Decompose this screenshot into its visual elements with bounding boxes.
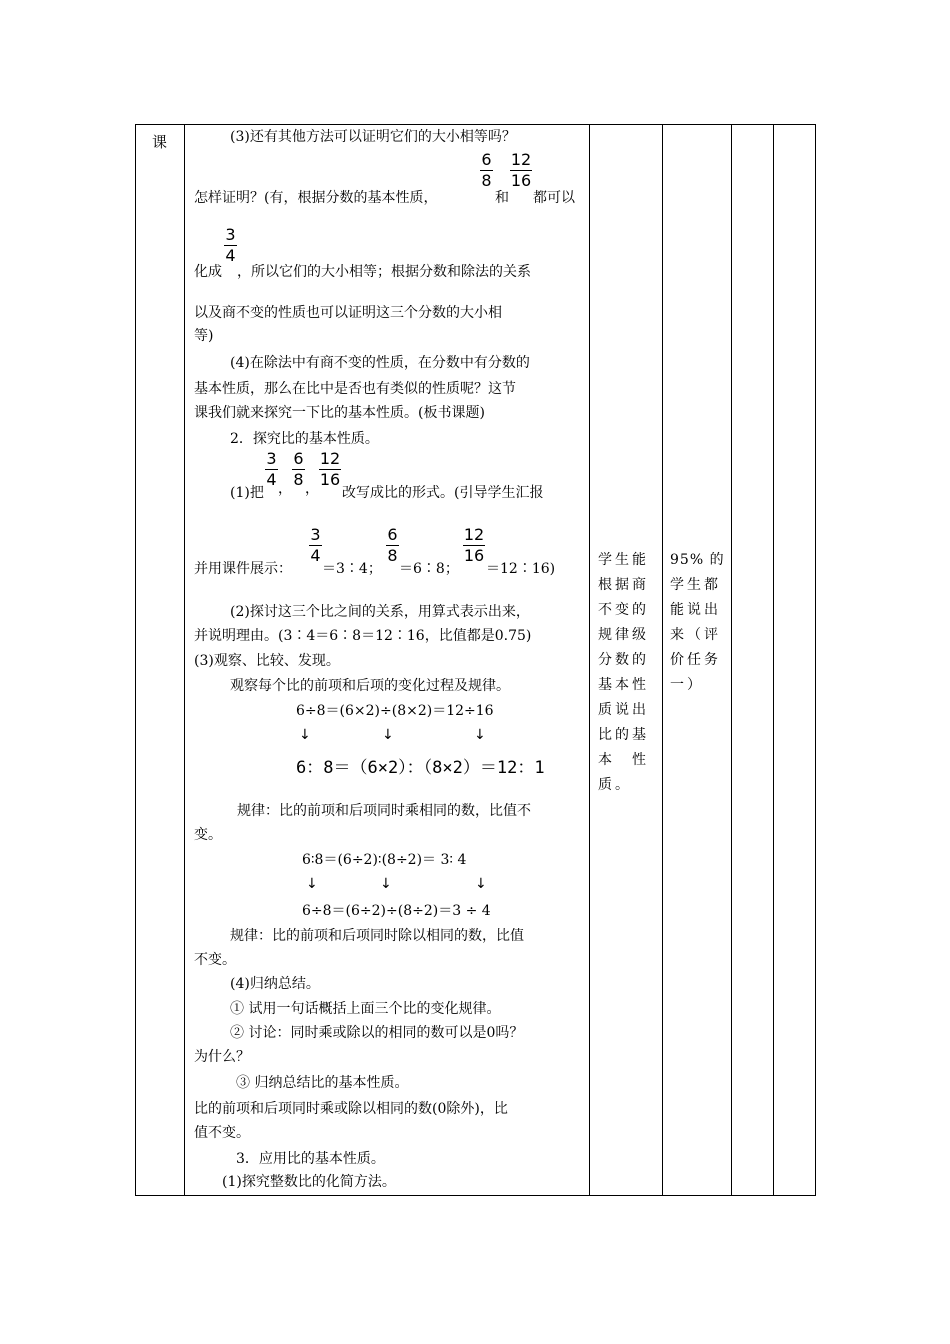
cell-line: 95% 的 xyxy=(670,552,725,568)
text-line: (1)探究整数比的化简方法。 xyxy=(222,1174,396,1190)
equation-line: 6÷8＝(6÷2)÷(8÷2)＝3 ÷ 4 xyxy=(302,903,491,919)
down-arrow-icon: ↓ xyxy=(474,727,486,743)
cell-line: 学生能 xyxy=(598,552,649,568)
equation-line: 6∶8＝(6÷2)∶(8÷2)＝ 3∶ 4 xyxy=(302,852,467,868)
table-border-6 xyxy=(773,124,774,1196)
fraction-12-16: 12 16 xyxy=(510,150,532,190)
text-line: 和 xyxy=(495,190,509,206)
fraction-6-8: 6 8 xyxy=(293,449,304,489)
table-border-2 xyxy=(184,124,185,1196)
text-line: 化成 xyxy=(194,264,222,280)
text-line: ＝3∶4； xyxy=(322,561,382,577)
text-line: ③ 归纳总结比的基本性质。 xyxy=(236,1075,409,1091)
text-line: ， xyxy=(305,481,319,497)
equation-line: 6÷8＝(6×2)÷(8×2)＝12÷16 xyxy=(296,703,494,719)
text-line: 都可以 xyxy=(533,190,575,206)
fraction-6-8: 6 8 xyxy=(481,150,492,190)
text-line: ， xyxy=(278,481,292,497)
text-line: 规律：比的前项和后项同时除以相同的数，比值 xyxy=(230,928,524,944)
text-line: 观察每个比的前项和后项的变化过程及规律。 xyxy=(230,678,510,694)
fraction-12-16: 12 16 xyxy=(463,525,485,565)
cell-line: 分数的 xyxy=(598,652,649,668)
text-line: 不变。 xyxy=(194,952,236,968)
fraction-3-4: 3 4 xyxy=(225,225,236,265)
text-line: 以及商不变的性质也可以证明这三个分数的大小相 xyxy=(194,305,502,321)
equation-line: 6：8＝（6×2）：（8×2）＝12：1 xyxy=(296,758,545,778)
text-line: (4)在除法中有商不变的性质，在分数中有分数的 xyxy=(230,355,530,371)
fraction-3-4: 3 4 xyxy=(266,449,277,489)
text-line: ，所以它们的大小相等；根据分数和除法的关系 xyxy=(237,264,531,280)
text-line: ＝12∶16) xyxy=(486,561,556,577)
text-line: 基本性质，那么在比中是否也有类似的性质呢？这节 xyxy=(194,381,516,397)
down-arrow-icon: ↓ xyxy=(380,876,392,892)
cell-line: 本 性 xyxy=(598,752,649,768)
cell-line: 来（评 xyxy=(670,627,721,643)
evaluation-cell xyxy=(670,548,730,698)
down-arrow-icon: ↓ xyxy=(306,876,318,892)
text-line: 2．探究比的基本性质。 xyxy=(230,431,379,447)
cell-line: 一） xyxy=(670,677,704,693)
text-line: 为什么？ xyxy=(194,1049,250,1065)
cell-line: 质说出 xyxy=(598,702,649,718)
text-line: 规律：比的前项和后项同时乘相同的数，比值不 xyxy=(237,803,531,819)
cell-line: 根据商 xyxy=(598,577,649,593)
text-line: 3．应用比的基本性质。 xyxy=(236,1151,385,1167)
cell-line: 规律级 xyxy=(598,627,649,643)
text-line: (2)探讨这三个比之间的关系，用算式表示出来， xyxy=(230,604,530,620)
table-border-7 xyxy=(815,124,816,1196)
text-line: 等) xyxy=(194,328,214,344)
table-border-5 xyxy=(731,124,732,1196)
text-line: 怎样证明？(有，根据分数的基本性质， xyxy=(194,190,438,206)
cell-line: 质。 xyxy=(598,777,632,793)
down-arrow-icon: ↓ xyxy=(382,727,394,743)
student-outcome-cell xyxy=(598,548,660,798)
table-top-border xyxy=(135,124,816,125)
cell-line: 比的基 xyxy=(598,727,649,743)
cell-line: 不变的 xyxy=(598,602,649,618)
text-line: ① 试用一句话概括上面三个比的变化规律。 xyxy=(230,1001,501,1017)
text-line: (4)归纳总结。 xyxy=(230,976,320,992)
cell-line: 能说出 xyxy=(670,602,721,618)
fraction-12-16: 12 16 xyxy=(319,449,341,489)
text-line: 改写成比的形式。(引导学生汇报 xyxy=(342,485,544,501)
fraction-6-8: 6 8 xyxy=(387,525,398,565)
cell-line: 价任务 xyxy=(670,652,721,668)
fraction-3-4: 3 4 xyxy=(310,525,321,565)
table-border-3 xyxy=(589,124,590,1196)
cell-line: 基本性 xyxy=(598,677,649,693)
table-border-1 xyxy=(135,124,136,1196)
table-bottom-border xyxy=(135,1195,816,1196)
text-line: (3)还有其他方法可以证明它们的大小相等吗？ xyxy=(230,129,516,145)
text-line: 并用课件展示： xyxy=(194,561,292,577)
text-line: 变。 xyxy=(194,827,222,843)
down-arrow-icon: ↓ xyxy=(475,876,487,892)
text-line: 值不变。 xyxy=(194,1125,250,1141)
text-line: (1)把 xyxy=(230,485,264,501)
text-line: 比的前项和后项同时乘或除以相同的数(0除外)，比 xyxy=(194,1101,508,1117)
text-line: (3)观察、比较、发现。 xyxy=(194,653,340,669)
text-line: ＝6∶8； xyxy=(399,561,459,577)
table-border-4 xyxy=(662,124,663,1196)
cell-line: 学生都 xyxy=(670,577,721,593)
text-line: ② 讨论：同时乘或除以的相同的数可以是0吗？ xyxy=(230,1025,524,1041)
text-line: 并说明理由。(3∶4＝6∶8＝12∶16，比值都是0.75) xyxy=(194,628,532,644)
text-line: 课我们就来探究一下比的基本性质。(板书课题) xyxy=(194,405,485,421)
column-label: 课 xyxy=(152,133,168,151)
down-arrow-icon: ↓ xyxy=(299,727,311,743)
